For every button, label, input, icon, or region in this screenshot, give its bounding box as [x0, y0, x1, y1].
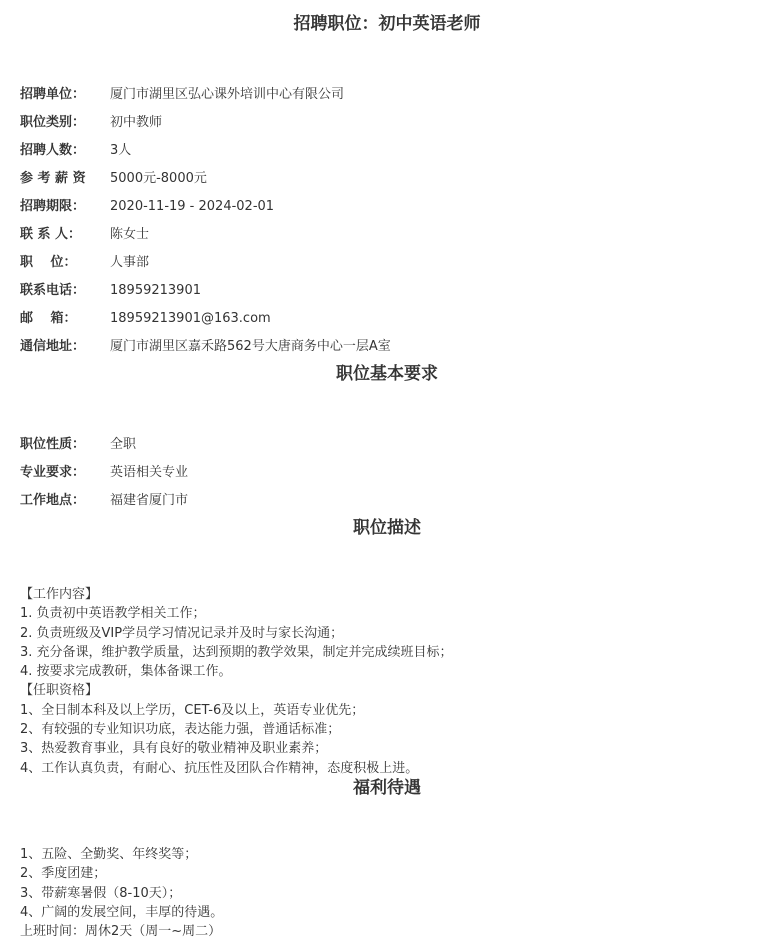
info-label: 通信地址：: [20, 339, 86, 354]
description-line: 1、全日制本科及以上学历，CET-6及以上，英语专业优先；: [20, 702, 365, 718]
info-row-position: [20, 253, 149, 273]
description-line: 4. 按要求完成教研，集体备课工作。: [20, 664, 232, 680]
info-label: 邮 箱：: [20, 311, 77, 326]
requirement-row-type: [20, 435, 136, 455]
info-row-phone: [20, 281, 201, 301]
requirement-label: 职位性质：: [20, 437, 86, 452]
info-row-company: [20, 85, 344, 105]
info-row-address: [20, 337, 391, 357]
description-text: [20, 585, 453, 778]
info-value: 18959213901: [110, 283, 201, 298]
info-label: 联 系 人：: [20, 227, 82, 242]
requirement-label: 专业要求：: [20, 465, 86, 480]
requirement-row-major: [20, 463, 188, 483]
description-line: 4、工作认真负责，有耐心、抗压性及团队合作精神，态度积极上进。: [20, 760, 419, 776]
description-line: 【任职资格】: [20, 683, 99, 699]
benefits-heading: 福利待遇: [353, 778, 421, 798]
description-line: 2. 负责班级及VIP学员学习情况记录并及时与家长沟通；: [20, 625, 344, 641]
info-value: 18959213901@163.com: [110, 311, 271, 326]
requirement-value: 福建省厦门市: [110, 493, 189, 508]
info-label: 联系电话：: [20, 283, 86, 298]
info-row-email: [20, 309, 271, 329]
benefit-line: 上班时间：周休2天（周一~周二）: [20, 924, 222, 940]
info-value: 5000元-8000元: [110, 171, 207, 186]
info-value: 2020-11-19 - 2024-02-01: [110, 199, 275, 214]
requirement-value: 全职: [110, 437, 137, 452]
benefit-line: 4、广阔的发展空间，丰厚的待遇。: [20, 904, 224, 920]
info-label: 职位类别：: [20, 115, 86, 130]
benefit-line: 3、带薪寒暑假（8-10天）；: [20, 885, 182, 901]
info-value: 初中教师: [110, 115, 163, 130]
info-label: 招聘人数：: [20, 143, 86, 158]
info-label: 职 位：: [20, 255, 77, 270]
info-row-contact: [20, 225, 149, 245]
requirement-label: 工作地点：: [20, 493, 86, 508]
info-label: 招聘期限：: [20, 199, 86, 214]
description-line: 3、热爱教育事业，具有良好的敬业精神及职业素养；: [20, 741, 328, 757]
info-label: 参 考 薪 资: [20, 171, 86, 186]
description-heading: 职位描述: [353, 518, 421, 538]
description-line: 1. 负责初中英语教学相关工作；: [20, 606, 206, 622]
benefit-line: 1、五险、全勤奖、年终奖等；: [20, 847, 198, 862]
description-line: 【工作内容】: [20, 587, 99, 602]
benefits-text: [20, 845, 223, 941]
info-value: 3人: [110, 143, 132, 158]
info-value: 厦门市湖里区弘心课外培训中心有限公司: [110, 87, 345, 102]
benefit-line: 2、季度团建；: [20, 866, 107, 882]
description-line: 3. 充分备课，维护教学质量，达到预期的教学效果，制定并完成续班目标；: [20, 644, 453, 660]
requirements-heading: 职位基本要求: [336, 364, 438, 384]
info-row-category: [20, 113, 162, 133]
info-value: 厦门市湖里区嘉禾路562号大唐商务中心一层A室: [110, 339, 391, 354]
info-row-salary: [20, 169, 207, 189]
info-label: 招聘单位：: [20, 87, 86, 102]
description-line: 2、有较强的专业知识功底，表达能力强，普通话标准；: [20, 722, 341, 738]
requirement-value: 英语相关专业: [110, 465, 189, 480]
info-value: 人事部: [110, 255, 150, 270]
requirement-row-location: [20, 491, 188, 511]
info-row-headcount: [20, 141, 131, 161]
info-row-period: [20, 197, 274, 217]
info-value: 陈女士: [110, 227, 150, 242]
page-title: 招聘职位：初中英语老师: [293, 14, 481, 34]
